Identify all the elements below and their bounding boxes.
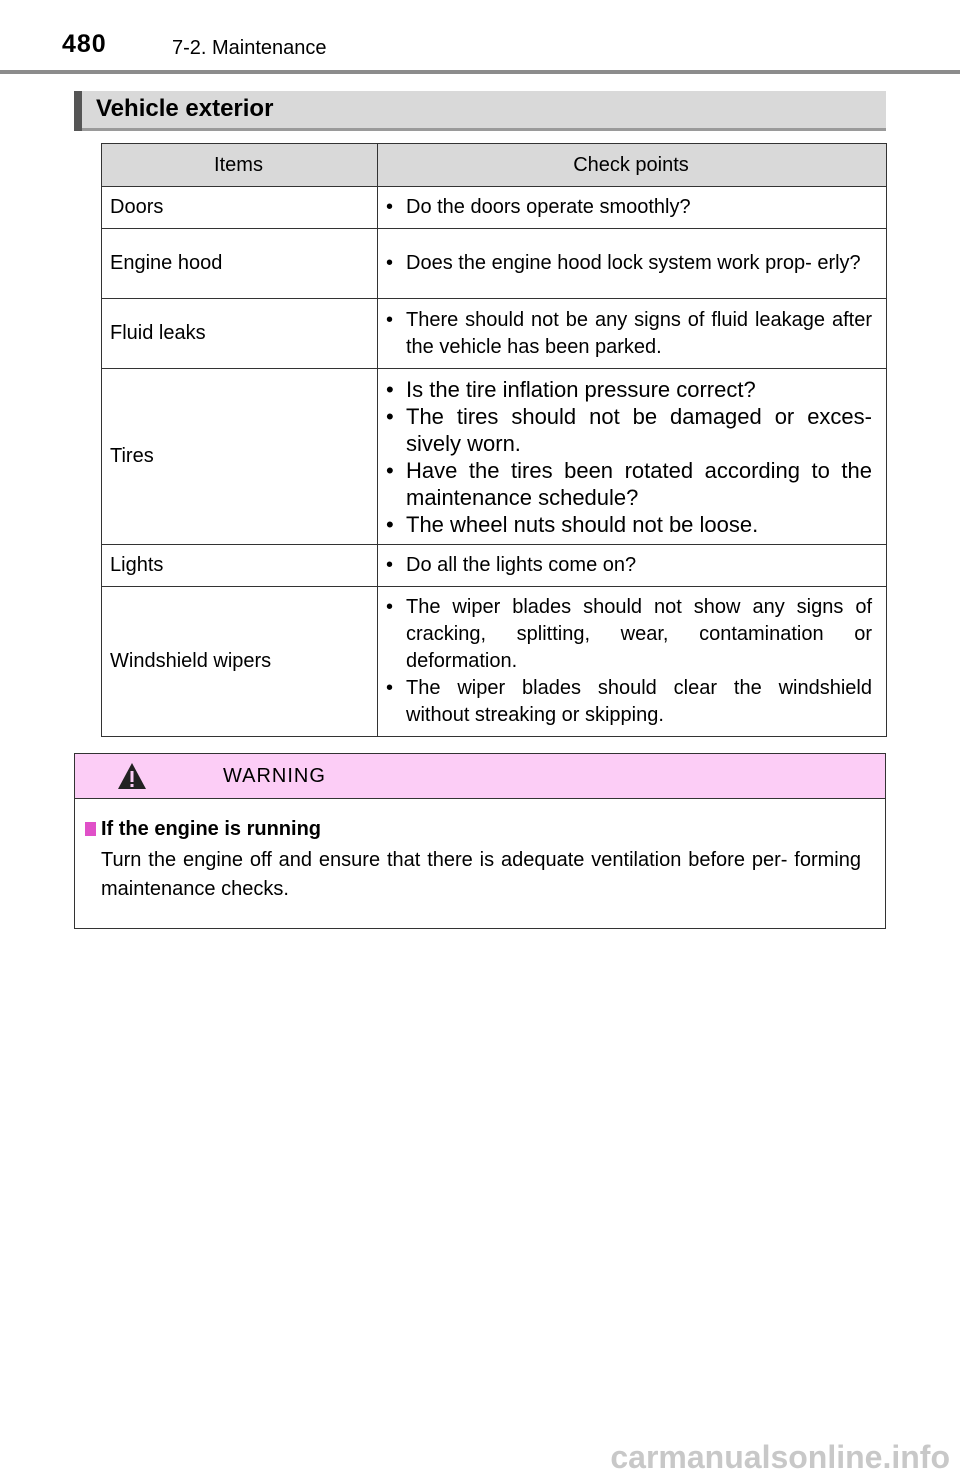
page-header xyxy=(0,0,960,78)
warning-subheading xyxy=(85,818,861,841)
warning-box xyxy=(74,753,886,929)
header-divider xyxy=(0,70,960,74)
table-row xyxy=(102,229,887,299)
warning-text: Turn the engine off and ensure that there is adequate ventilation before per- forming maintenance checks. xyxy=(101,849,861,900)
check-point: • Does the engine hood lock system work prop- erly? xyxy=(386,250,872,277)
check-point: • Is the tire inflation pressure correct? xyxy=(386,376,872,403)
warning-triangle-icon xyxy=(117,762,147,795)
heading-accent-bar xyxy=(74,91,82,131)
item-cell: Tires xyxy=(102,369,378,545)
page-number: 480 xyxy=(62,30,107,58)
table-row xyxy=(102,369,887,545)
watermark: carmanualsonline.info xyxy=(610,1439,950,1475)
item-cell: Fluid leaks xyxy=(102,299,378,369)
table-row xyxy=(102,187,887,229)
column-header-check-points: Check points xyxy=(378,144,887,187)
check-point: • Do the doors operate smoothly? xyxy=(386,194,872,221)
section-title: Vehicle exterior xyxy=(96,95,274,122)
section-heading xyxy=(74,91,886,131)
check-point: • There should not be any signs of fluid leakage after the vehicle has been parked. xyxy=(386,307,872,361)
item-cell: Doors xyxy=(102,187,378,229)
table-row xyxy=(102,545,887,587)
check-point: • Do all the lights come on? xyxy=(386,552,872,579)
points-cell xyxy=(378,369,887,545)
check-point: • The wiper blades should not show any signs of cracking, splitting, wear, contamination or deformation. xyxy=(386,594,872,675)
item-cell: Windshield wipers xyxy=(102,587,378,737)
table-row xyxy=(102,587,887,737)
check-point: • The wiper blades should clear the windshield without streaking or skipping. xyxy=(386,675,872,729)
square-bullet-icon xyxy=(85,822,96,836)
warning-header xyxy=(75,754,885,799)
points-cell xyxy=(378,229,887,299)
item-cell: Engine hood xyxy=(102,229,378,299)
warning-subheading-text: If the engine is running xyxy=(101,818,321,840)
warning-body xyxy=(85,818,861,904)
column-header-items: Items xyxy=(102,144,378,187)
check-point: • The wheel nuts should not be loose. xyxy=(386,511,872,538)
check-point: • Have the tires been rotated according to the maintenance schedule? xyxy=(386,457,872,511)
warning-title: WARNING xyxy=(223,765,326,787)
points-cell xyxy=(378,187,887,229)
points-cell xyxy=(378,545,887,587)
table-header-row xyxy=(102,144,887,187)
points-cell xyxy=(378,587,887,737)
table-row xyxy=(102,299,887,369)
points-cell xyxy=(378,299,887,369)
check-point: • The tires should not be damaged or exces- sively worn. xyxy=(386,403,872,457)
section-reference: 7-2. Maintenance xyxy=(172,37,327,59)
item-cell: Lights xyxy=(102,545,378,587)
check-table xyxy=(101,143,887,737)
